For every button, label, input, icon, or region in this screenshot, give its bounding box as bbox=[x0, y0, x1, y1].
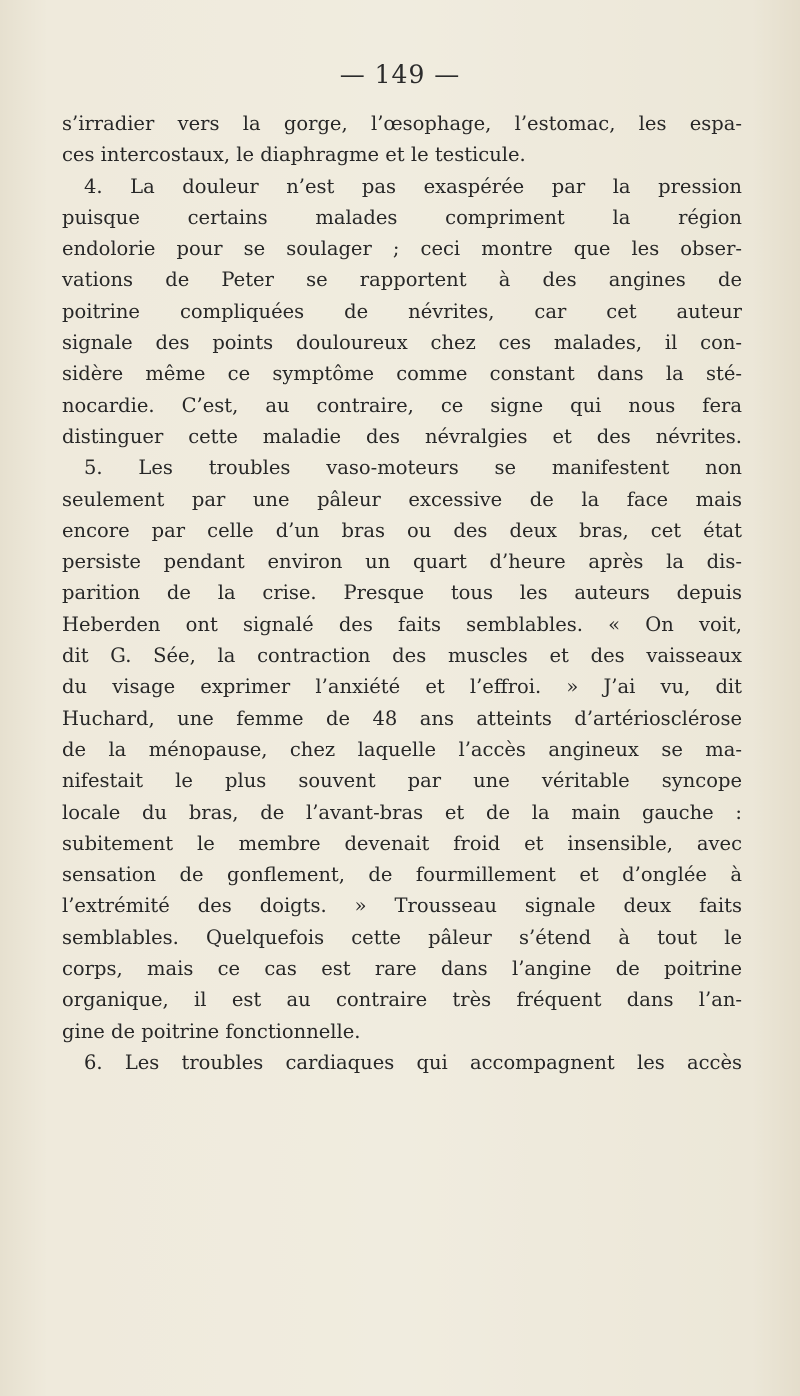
text-line: persiste pendant environ un quart d’heure après la dis- bbox=[62, 550, 742, 574]
text-line: de la ménopause, chez laquelle l’accès angineux se ma- bbox=[62, 737, 742, 761]
text-line: organique, il est au contraire très fréquent dans l’an- bbox=[62, 988, 742, 1012]
body-text bbox=[62, 108, 742, 1078]
text-line: dit G. Sée, la contraction des muscles et des vaisseaux bbox=[62, 644, 742, 668]
text-line: 6. Les troubles cardiaques qui accompagnent les accès bbox=[84, 1050, 742, 1074]
text-line: endolorie pour se soulager ; ceci montre que les obser- bbox=[62, 237, 742, 261]
text-line: 5. Les troubles vaso-moteurs se manifestent non bbox=[84, 456, 742, 480]
text-line: puisque certains malades compriment la région bbox=[62, 205, 742, 229]
text-line: vations de Peter se rapportent à des angines de bbox=[62, 268, 742, 292]
text-line: Huchard, une femme de 48 ans atteints d’artériosclérose bbox=[62, 706, 742, 730]
text-line: locale du bras, de l’avant-bras et de la main gauche : bbox=[62, 800, 742, 824]
text-line: signale des points douloureux chez ces malades, il con- bbox=[62, 331, 742, 355]
text-line: nocardie. C’est, au contraire, ce signe qui nous fera bbox=[62, 393, 742, 417]
text-line: sensation de gonflement, de fourmillement et d’onglée à bbox=[62, 863, 742, 887]
text-line: Heberden ont signalé des faits semblables. « On voit, bbox=[62, 612, 742, 636]
page-number: — 149 — bbox=[339, 60, 461, 89]
text-line: semblables. Quelquefois cette pâleur s’étend à tout le bbox=[62, 925, 742, 949]
text-line: seulement par une pâleur excessive de la face mais bbox=[62, 487, 742, 511]
text-line: subitement le membre devenait froid et insensible, avec bbox=[62, 831, 742, 855]
text-line: du visage exprimer l’anxiété et l’effroi. » J’ai vu, dit bbox=[62, 675, 742, 699]
text-line: encore par celle d’un bras ou des deux bras, cet état bbox=[62, 518, 742, 542]
text-line: parition de la crise. Presque tous les auteurs depuis bbox=[62, 581, 742, 605]
text-line: l’extrémité des doigts. » Trousseau signale deux faits bbox=[62, 894, 742, 918]
text-line: corps, mais ce cas est rare dans l’angine de poitrine bbox=[62, 957, 742, 981]
text-line: ces intercostaux, le diaphragme et le testicule. bbox=[62, 143, 526, 167]
text-line: distinguer cette maladie des névralgies et des névrites. bbox=[62, 424, 742, 448]
text-line: poitrine compliquées de névrites, car cet auteur bbox=[62, 299, 742, 323]
text-line: gine de poitrine fonctionnelle. bbox=[62, 1019, 361, 1043]
text-line: nifestait le plus souvent par une véritable syncope bbox=[62, 769, 742, 793]
text-line: 4. La douleur n’est pas exaspérée par la pression bbox=[84, 174, 742, 198]
text-line: sidère même ce symptôme comme constant dans la sté- bbox=[62, 362, 742, 386]
text-line: s’irradier vers la gorge, l’œsophage, l’estomac, les espa- bbox=[62, 112, 742, 135]
